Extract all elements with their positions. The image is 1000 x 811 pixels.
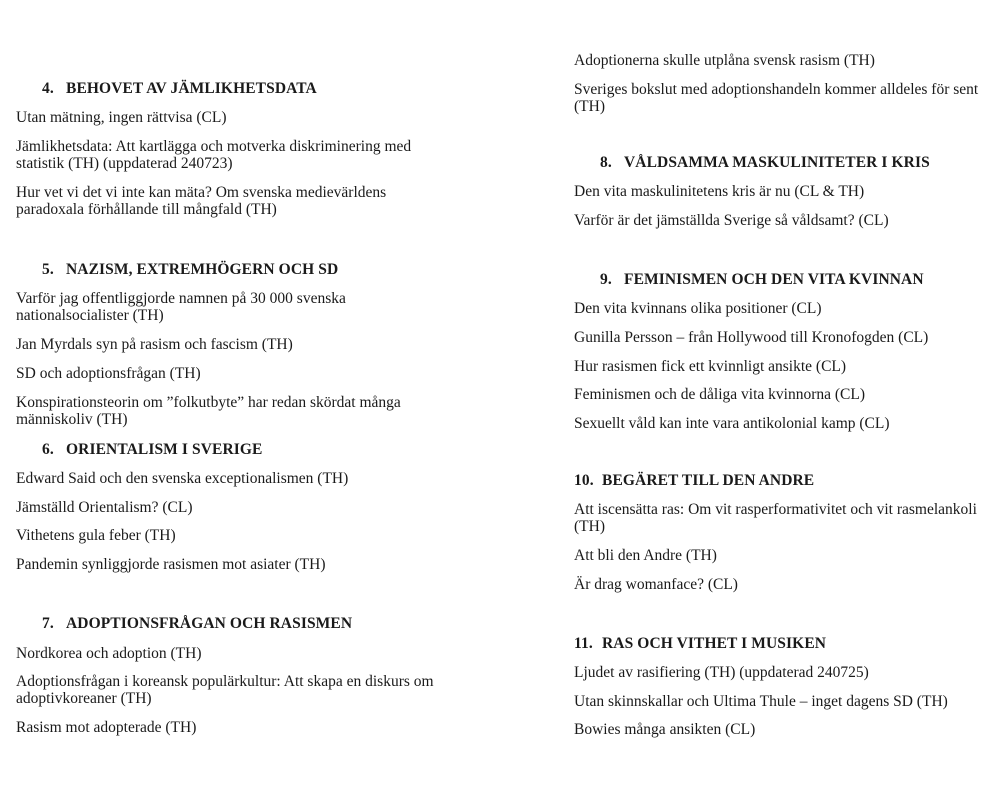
article-link[interactable]: Hur vet vi det vi inte kan mäta? Om svenska medievärldens paradoxala förhållande till mångfald (TH) (16, 184, 387, 218)
article-link[interactable]: Bowies många ansikten (CL) (574, 721, 756, 738)
article-link[interactable]: Utan mätning, ingen rättvisa (CL) (16, 109, 227, 126)
article-link[interactable]: Varför jag offentliggjorde namnen på 30 000 svenska nationalsocialister (TH) (16, 290, 346, 324)
article-link[interactable]: Adoptionsfrågan i koreansk populärkultur: Att skapa en diskurs om adoptivkoreaner (TH) (16, 673, 434, 707)
article-link[interactable]: Utan skinnskallar och Ultima Thule – inget dagens SD (TH) (574, 693, 948, 710)
article-link[interactable]: Vithetens gula feber (TH) (16, 527, 176, 544)
section-title: RAS OCH VITHET I MUSIKEN (602, 635, 827, 652)
article-link[interactable]: Sveriges bokslut med adoptionshandeln kommer alldeles för sent (TH) (574, 81, 979, 115)
section-number: 4. (42, 80, 54, 97)
article-link[interactable]: Sexuellt våld kan inte vara antikolonial kamp (CL) (574, 415, 890, 432)
section-number: 11. (574, 635, 593, 652)
article-link[interactable]: Nordkorea och adoption (TH) (16, 645, 202, 662)
article-link[interactable]: Adoptionerna skulle utplåna svensk rasism (TH) (574, 52, 875, 69)
article-link[interactable]: Varför är det jämställda Sverige så våldsamt? (CL) (574, 212, 889, 229)
article-link[interactable]: Den vita kvinnans olika positioner (CL) (574, 300, 822, 317)
section-number: 10. (574, 472, 594, 489)
section-title: ORIENTALISM I SVERIGE (66, 441, 263, 458)
article-link[interactable]: Gunilla Persson – från Hollywood till Kronofogden (CL) (574, 329, 929, 346)
article-link[interactable]: Feminismen och de dåliga vita kvinnorna (CL) (574, 386, 865, 403)
section-heading-9 (600, 271, 924, 289)
article-link[interactable]: Jämställd Orientalism? (CL) (16, 499, 193, 516)
section-number: 5. (42, 261, 54, 278)
section-title: BEGÄRET TILL DEN ANDRE (602, 472, 815, 489)
section-heading-5 (42, 261, 338, 279)
section-number: 7. (42, 615, 54, 632)
article-link[interactable]: Den vita maskulinitetens kris är nu (CL & TH) (574, 183, 865, 200)
article-link[interactable]: Rasism mot adopterade (TH) (16, 719, 197, 736)
section-number: 8. (600, 154, 612, 171)
article-link[interactable]: Konspirationsteorin om ”folkutbyte” har redan skördat många människoliv (TH) (16, 394, 401, 428)
article-link[interactable]: Jämlikhetsdata: Att kartlägga och motverka diskriminering med statistik (TH) (uppdaterad 240723) (16, 138, 412, 172)
section-heading-8 (600, 154, 930, 172)
section-number: 9. (600, 271, 612, 288)
article-link[interactable]: Edward Said och den svenska exceptionalismen (TH) (16, 470, 349, 487)
article-link[interactable]: Jan Myrdals syn på rasism och fascism (TH) (16, 336, 293, 353)
section-title: VÅLDSAMMA MASKULINITETER I KRIS (624, 154, 930, 171)
article-link[interactable]: Hur rasismen fick ett kvinnligt ansikte (CL) (574, 358, 847, 375)
article-link[interactable]: Att bli den Andre (TH) (574, 547, 717, 564)
section-number: 6. (42, 441, 54, 458)
section-heading-11 (574, 635, 826, 653)
section-title: NAZISM, EXTREMHÖGERN OCH SD (66, 261, 339, 278)
article-link[interactable]: SD och adoptionsfrågan (TH) (16, 365, 201, 382)
section-heading-4 (42, 80, 317, 98)
section-title: BEHOVET AV JÄMLIKHETSDATA (66, 80, 317, 97)
section-heading-6 (42, 441, 262, 459)
section-heading-10 (574, 472, 814, 490)
article-link[interactable]: Ljudet av rasifiering (TH) (uppdaterad 240725) (574, 664, 869, 681)
article-link[interactable]: Är drag womanface? (CL) (574, 576, 738, 593)
article-link[interactable]: Att iscensätta ras: Om vit rasperformativitet och vit rasmelankoli (TH) (574, 501, 977, 535)
section-title: FEMINISMEN OCH DEN VITA KVINNAN (624, 271, 924, 288)
article-link[interactable]: Pandemin synliggjorde rasismen mot asiater (TH) (16, 556, 326, 573)
section-heading-7 (42, 615, 352, 633)
section-title: ADOPTIONSFRÅGAN OCH RASISMEN (66, 615, 353, 632)
